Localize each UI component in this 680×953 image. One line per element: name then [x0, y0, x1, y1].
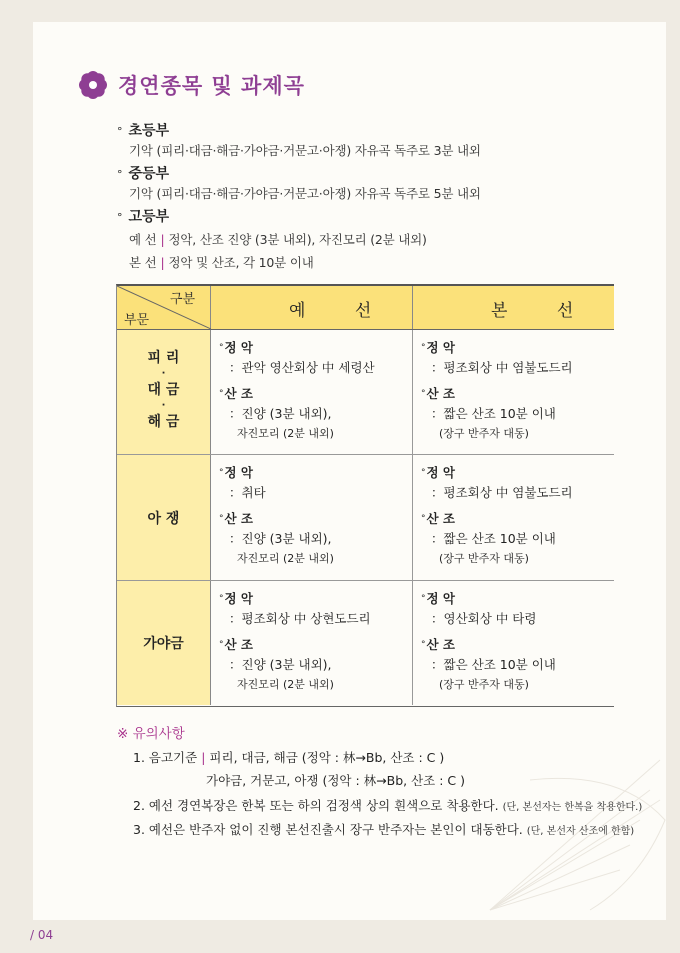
- sanjo-line1: ：진양 (3분 내외),: [229, 531, 332, 546]
- page-title: 경연종목 및 과제곡: [118, 74, 305, 98]
- note-1-line2: 가야금, 거문고, 아쟁 (정악 : 林→Bb, 산조 : C ): [206, 773, 465, 788]
- jeongak-heading: 정 악: [224, 465, 254, 480]
- page-number: / 04: [30, 928, 54, 942]
- section-heading: [78, 70, 305, 100]
- note-1-line1: 피리, 대금, 해금 (정악 : 林→Bb, 산조 : C ): [209, 750, 445, 765]
- repertoire-entry: °정 악 ：평조회상 中 염불도드리 °산 조 ：짧은 산조 10분 이내 (장구 반주자 대동): [421, 336, 573, 444]
- row1-prelim: [211, 330, 413, 454]
- sanjo-line2: (장구 반주자 대동): [439, 427, 529, 440]
- note-2-small: (단, 본선자는 한복을 착용한다.): [502, 802, 643, 813]
- separator-dot: ·: [161, 400, 166, 411]
- sanjo-heading: 산 조: [426, 511, 456, 526]
- repertoire-entry: °정 악 ：취타 °산 조 ：진양 (3분 내외), 자진모리 (2분 내외): [219, 461, 334, 569]
- division-name: 초등부: [128, 123, 170, 139]
- note-1-prefix: 1. 음고기준: [133, 750, 198, 765]
- corner-label-section: 부문: [124, 313, 150, 328]
- row3-prelim: [211, 581, 413, 705]
- instrument-ajaeng: 아 쟁: [147, 511, 180, 527]
- header-final-label: 본 선: [491, 301, 596, 321]
- instrument-gayageum: 가야금: [143, 636, 184, 652]
- corner-cell: [117, 286, 211, 329]
- sanjo-heading: 산 조: [426, 386, 456, 401]
- row-label-winds: [117, 330, 211, 454]
- separator-dot: ·: [161, 368, 166, 379]
- repertoire-entry: °정 악 ：관악 영산회상 中 세령산 °산 조 ：진양 (3분 내외), 자진모리 (2분 내외): [219, 336, 375, 444]
- flower-icon: [78, 70, 108, 100]
- division-elementary-text: 기악 (피리·대금·해금·가야금·거문고·아쟁) 자유곡 독주로 3분 내외: [129, 143, 481, 158]
- sanjo-line2: 자진모리 (2분 내외): [237, 552, 334, 565]
- repertoire-entry: °정 악 ：평조회상 中 상현도드리 °산 조 ：진양 (3분 내외), 자진모리 (2분 내외): [219, 587, 371, 695]
- high-final-line: 본 선 | 정악 및 산조, 각 10분 이내: [129, 255, 314, 270]
- sanjo-line1: ：짧은 산조 10분 이내: [431, 531, 556, 546]
- sanjo-line2: (장구 반주자 대동): [439, 552, 529, 565]
- high-prelim-line: 예 선 | 정악, 산조 진양 (3분 내외), 자진모리 (2분 내외): [129, 232, 427, 247]
- round-label: 본 선: [129, 255, 157, 270]
- instrument-daegeum: 대 금: [147, 382, 180, 398]
- instrument-haegeum: 해 금: [147, 414, 180, 430]
- row3-final: [413, 581, 614, 705]
- corner-label-category: 구분: [170, 292, 196, 307]
- row-label-ajaeng: [117, 455, 211, 580]
- header-prelim-label: 예 선: [289, 301, 394, 321]
- jeongak-heading: 정 악: [224, 340, 254, 355]
- notes-title: ※ 유의사항: [117, 726, 185, 742]
- note-3-text: 3. 예선은 반주자 없이 진행 본선진출시 장구 반주자는 본인이 대동한다.: [133, 822, 523, 837]
- row1-final: [413, 330, 614, 454]
- jeongak-heading: 정 악: [426, 591, 456, 606]
- sanjo-heading: 산 조: [224, 386, 254, 401]
- row-label-text: [117, 349, 210, 431]
- repertoire-entry: °정 악 ：평조회상 中 염불도드리 °산 조 ：짧은 산조 10분 이내 (장구 반주자 대동): [421, 461, 573, 569]
- instrument-piri: 피 리: [147, 350, 180, 366]
- division-middle-heading: ° 중등부: [117, 166, 170, 182]
- sanjo-heading: 산 조: [426, 637, 456, 652]
- sanjo-line1: ：진양 (3분 내외),: [229, 657, 332, 672]
- round-text: 정악, 산조 진양 (3분 내외), 자진모리 (2분 내외): [168, 232, 427, 247]
- jeongak-heading: 정 악: [224, 591, 254, 606]
- division-name: 중등부: [128, 166, 170, 182]
- header-prelim: [211, 286, 413, 329]
- division-name: 고등부: [128, 209, 170, 225]
- round-label: 예 선: [129, 232, 157, 247]
- jeongak-heading: 정 악: [426, 340, 456, 355]
- jeongak-piece: ：영산회상 中 타령: [431, 611, 537, 626]
- jeongak-heading: 정 악: [426, 465, 456, 480]
- header-final: [413, 286, 614, 329]
- sanjo-line1: ：짧은 산조 10분 이내: [431, 406, 556, 421]
- division-high-heading: ° 고등부: [117, 209, 170, 225]
- row2-final: [413, 455, 614, 580]
- note-1: 1. 음고기준 | 피리, 대금, 해금 (정악 : 林→Bb, 산조 : C ): [133, 750, 445, 765]
- row-label-gayageum: [117, 581, 211, 705]
- repertoire-entry: °정 악 ：영산회상 中 타령 °산 조 ：짧은 산조 10분 이내 (장구 반주자 대동): [421, 587, 556, 695]
- row2-prelim: [211, 455, 413, 580]
- jeongak-piece: ：평조회상 中 상현도드리: [229, 611, 371, 626]
- jeongak-piece: ：평조회상 中 염불도드리: [431, 485, 573, 500]
- jeongak-piece: ：취타: [229, 485, 266, 500]
- sanjo-heading: 산 조: [224, 511, 254, 526]
- repertoire-table: [116, 284, 614, 707]
- round-text: 정악 및 산조, 각 10분 이내: [168, 255, 314, 270]
- jeongak-piece: ：평조회상 中 염불도드리: [431, 360, 573, 375]
- sanjo-line2: 자진모리 (2분 내외): [237, 678, 334, 691]
- division-middle-text: 기악 (피리·대금·해금·가야금·거문고·아쟁) 자유곡 독주로 5분 내외: [129, 186, 481, 201]
- note-3: [133, 820, 634, 838]
- division-elementary-heading: ° 초등부: [117, 123, 170, 139]
- sanjo-line2: 자진모리 (2분 내외): [237, 427, 334, 440]
- note-2: [133, 796, 642, 814]
- note-3-small: (단, 본선자 산조에 한함): [526, 826, 635, 837]
- sanjo-line1: ：짧은 산조 10분 이내: [431, 657, 556, 672]
- jeongak-piece: ：관악 영산회상 中 세령산: [229, 360, 375, 375]
- note-2-text: 2. 예선 경연복장은 한복 또는 하의 검정색 상의 흰색으로 착용한다.: [133, 798, 499, 813]
- sanjo-heading: 산 조: [224, 637, 254, 652]
- sanjo-line2: (장구 반주자 대동): [439, 678, 529, 691]
- sanjo-line1: ：진양 (3분 내외),: [229, 406, 332, 421]
